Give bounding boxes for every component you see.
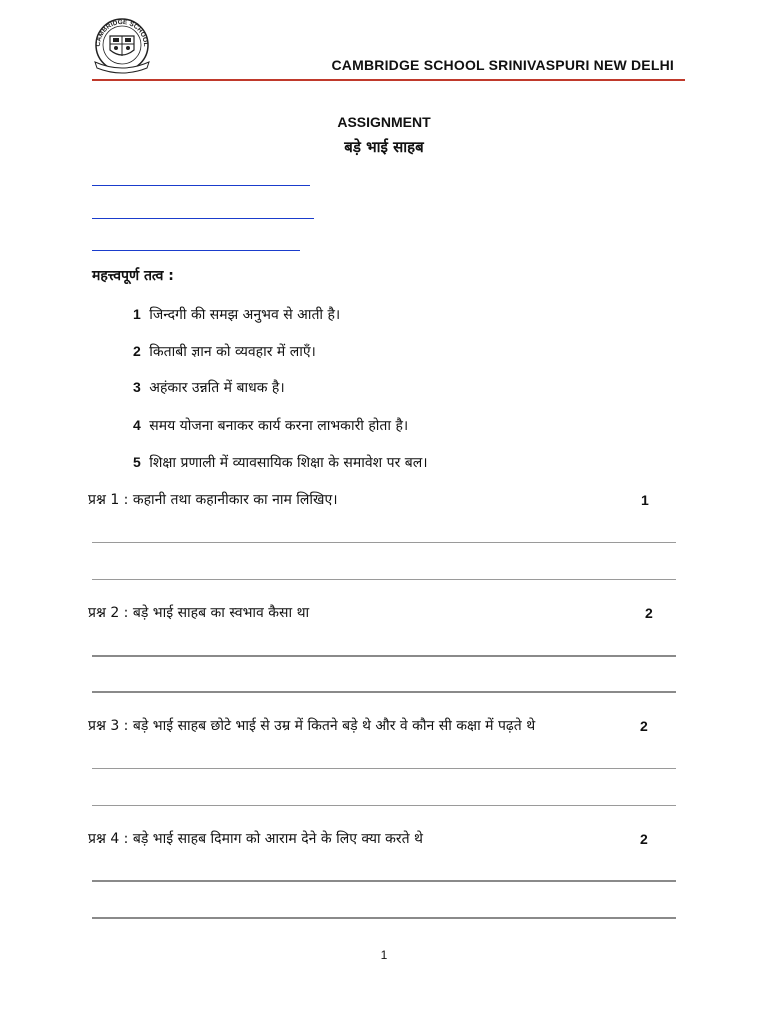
point-item [133,378,285,397]
answer-line[interactable] [92,917,676,919]
point-number: 4 [133,417,141,433]
answer-line[interactable] [92,691,676,693]
question-3-marks: 2 [640,718,648,734]
point-number: 5 [133,454,141,470]
point-item [133,453,428,472]
question-3-text: प्रश्न 3 : बड़े भाई साहब छोटे भाई से उम्र में कितने बड़े थे और वे कौन सी कक्षा में पढ़ते थे [88,718,536,734]
school-name: CAMBRIDGE SCHOOL SRINIVASPURI NEW DELHI [331,57,674,73]
point-number: 1 [133,306,141,322]
question-1-marks: 1 [641,492,649,508]
answer-line[interactable] [92,579,676,580]
chapter-title: बड़े भाई साहब [344,138,424,156]
answer-line[interactable] [92,880,676,882]
question-4-text: प्रश्न 4 : बड़े भाई साहब दिमाग को आराम देने के लिए क्या करते थे [88,831,423,847]
point-number: 2 [133,343,141,359]
point-number: 3 [133,379,141,395]
question-2-marks: 2 [645,605,653,621]
point-item [133,416,408,435]
important-points-heading: महत्त्वपूर्ण तत्व : [92,268,174,284]
point-text: जिन्दगी की समझ अनुभव से आती है। [149,307,341,323]
question-4-marks: 2 [640,831,648,847]
point-item [133,342,316,361]
logo-text: CAMBRIDGE SCHOOL [94,18,150,47]
assignment-title: ASSIGNMENT [337,114,431,130]
class-field-line[interactable] [92,218,314,219]
school-logo [89,14,155,76]
answer-line[interactable] [92,655,676,657]
answer-line[interactable] [92,768,676,769]
question-1-text: प्रश्न 1 : कहानी तथा कहानीकार का नाम लिखिए। [88,492,338,508]
answer-line[interactable] [92,542,676,543]
question-2-text: प्रश्न 2 : बड़े भाई साहब का स्वभाव कैसा था [88,605,310,621]
page-number: 1 [380,948,388,962]
point-item [133,305,340,324]
point-text: शिक्षा प्रणाली में व्यावसायिक शिक्षा के समावेश पर बल। [149,455,428,471]
point-text: अहंकार उन्नति में बाधक है। [149,380,285,396]
point-text: किताबी ज्ञान को व्यवहार में लाएँ। [149,344,316,360]
header-divider [92,79,685,81]
name-field-line[interactable] [92,185,310,186]
roll-field-line[interactable] [92,250,300,251]
answer-line[interactable] [92,805,676,806]
point-text: समय योजना बनाकर कार्य करना लाभकारी होता है। [149,418,409,434]
